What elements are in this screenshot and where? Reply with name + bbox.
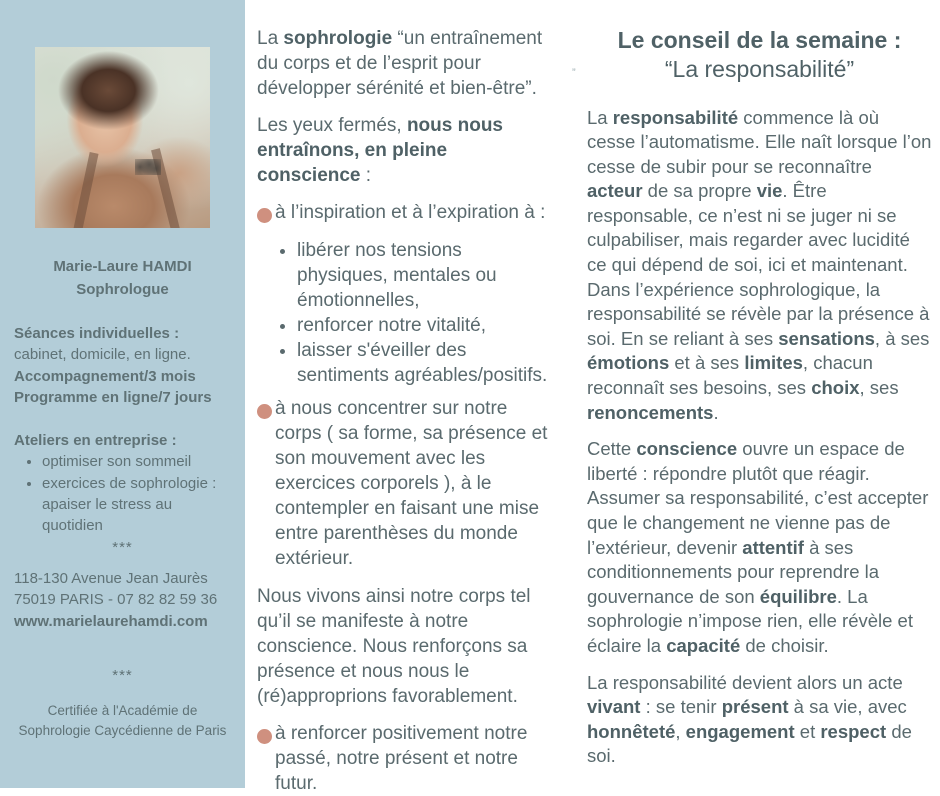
photo-tattoo bbox=[135, 159, 161, 175]
spacer bbox=[14, 632, 231, 650]
p1-bold-vie: vie bbox=[756, 180, 783, 202]
p3-bold-honnetete: honnêteté bbox=[587, 720, 676, 742]
content-columns bbox=[245, 0, 940, 795]
list-item: • laisser s'éveiller des sentiments agréables/positifs. bbox=[297, 338, 553, 388]
separator-stars-2: *** bbox=[112, 666, 133, 684]
p3-bold-vivant: vivant bbox=[587, 696, 641, 718]
practitioner-role: Sophrologue bbox=[76, 280, 169, 298]
p3-s4: , bbox=[675, 720, 686, 742]
def-text-1: La bbox=[257, 28, 284, 49]
portrait-photo bbox=[35, 47, 210, 228]
list-item: • exercices de sophrologie : apaiser le stress au quotidien bbox=[42, 473, 231, 537]
right-column bbox=[563, 0, 940, 788]
p2-bold-capacite: capacité bbox=[666, 634, 741, 656]
p1-bold-sensations: sensations bbox=[778, 327, 875, 349]
contact-block bbox=[14, 568, 231, 632]
certification-text: Certifiée à l'Académie de Sophrologie Caycédienne de Paris bbox=[18, 703, 227, 739]
intro-text-2: : bbox=[360, 165, 372, 187]
p3-bold-respect: respect bbox=[820, 720, 887, 742]
address-line-1: 118-130 Avenue Jean Jaurès bbox=[14, 569, 208, 587]
intro-bold: nous nous entraînons, en pleine conscience bbox=[257, 115, 504, 187]
p3-bold-present: présent bbox=[721, 696, 789, 718]
workshops-heading: Ateliers en entreprise : bbox=[14, 432, 177, 450]
portrait-photo-wrap bbox=[14, 0, 231, 228]
p2-bold-equilibre: équilibre bbox=[759, 585, 837, 607]
middle-column bbox=[245, 0, 563, 795]
advice-paragraph-1 bbox=[587, 106, 932, 426]
p1-s7: , chacun reconnaît ses besoins, ses bbox=[587, 352, 873, 399]
dot-bullet-3: à renforcer positivement notre passé, notre présent et notre futur. bbox=[257, 721, 553, 796]
p3-s3: à sa vie, avec bbox=[788, 696, 907, 718]
sessions-detail: cabinet, domicile, en ligne. bbox=[14, 346, 191, 364]
advice-paragraph-3 bbox=[587, 671, 932, 769]
p2-bold-conscience: conscience bbox=[636, 438, 738, 460]
body-awareness-paragraph: Nous vivons ainsi notre corps tel qu’il se manifeste à notre conscience. Nous renforçons sa présence et nous nous le (ré)approprions favorablement. bbox=[257, 585, 531, 707]
p1-bold-emotions: émotions bbox=[587, 352, 670, 374]
stray-quote-mark: ” bbox=[572, 67, 576, 79]
def-bold-sophrologie: sophrologie bbox=[283, 28, 393, 49]
separator-stars: *** bbox=[112, 538, 133, 556]
address-line-2: 75019 PARIS - 07 82 82 59 36 bbox=[14, 591, 218, 609]
sessions-heading: Séances individuelles : bbox=[14, 325, 180, 342]
p1-s1: La bbox=[587, 106, 613, 128]
p1-bold-responsabilite: responsabilité bbox=[612, 106, 739, 128]
sidebar bbox=[0, 0, 245, 788]
page-title bbox=[587, 26, 932, 84]
dot-bullet-1: à l’inspiration et à l’expiration à : bbox=[257, 200, 553, 225]
practitioner-identity bbox=[14, 256, 231, 301]
p2-s4: . La sophrologie n’impose rien, elle révèle et éclaire la bbox=[587, 585, 913, 656]
p1-s5: , à ses bbox=[874, 327, 930, 349]
list-item: • libérer nos tensions physiques, mentales ou émotionnelles, bbox=[297, 238, 553, 313]
photo-strap-left bbox=[72, 152, 98, 228]
p3-s1: La responsabilité devient alors un acte bbox=[587, 671, 903, 693]
p2-s2: ouvre un espace de liberté : répondre plutôt que réagir. Assumer sa responsabilité, c’est accepter que le changement ne vienne pas de l’extérieur, devenir bbox=[587, 438, 929, 558]
online-program-line: Programme en ligne/7 jours bbox=[14, 388, 212, 406]
p1-s9: . bbox=[713, 401, 719, 423]
p1-s2: commence là où cesse l’automatisme. Elle naît lorsque l’on cesse de subir pour se reconnaître bbox=[587, 106, 932, 177]
p1-s6: et à ses bbox=[669, 352, 745, 374]
accompaniment-line: Accompagnement/3 mois bbox=[14, 367, 196, 385]
p3-s2: : se tenir bbox=[640, 696, 722, 718]
p1-bold-choix: choix bbox=[811, 377, 860, 399]
workshops-block bbox=[14, 430, 231, 558]
p3-bold-engagement: engagement bbox=[685, 720, 795, 742]
p2-s1: Cette bbox=[587, 438, 637, 460]
intro-text-1: Les yeux fermés, bbox=[257, 115, 407, 137]
title-line-1: Le conseil de la semaine : bbox=[617, 27, 902, 53]
p3-s5: et bbox=[794, 720, 821, 742]
dot-bullet-2: à nous concentrer sur notre corps ( sa forme, sa présence et son mouvement avec les exercices corporels ), à le contempler en faisant une mise entre parenthèses du monde extérieur. bbox=[257, 396, 553, 572]
p1-s3: de sa propre bbox=[642, 180, 757, 202]
title-line-2: “La responsabilité” bbox=[664, 55, 855, 82]
p3-s6: de soi. bbox=[587, 720, 912, 767]
p2-s3: à ses conditionnements pour reprendre la gouvernance de son bbox=[587, 536, 880, 607]
p1-bold-acteur: acteur bbox=[587, 180, 643, 202]
advice-paragraph-2 bbox=[587, 437, 932, 658]
list-item: • renforcer notre vitalité, bbox=[297, 313, 553, 338]
practice-intro-paragraph bbox=[257, 113, 553, 188]
p2-bold-attentif: attentif bbox=[742, 536, 804, 558]
practitioner-name: Marie-Laure HAMDI bbox=[53, 258, 192, 275]
definition-paragraph bbox=[257, 26, 553, 101]
p1-s8: , ses bbox=[859, 377, 899, 399]
p1-bold-renoncements: renoncements bbox=[587, 401, 714, 423]
breathing-sublist bbox=[257, 238, 553, 388]
website-link[interactable]: www.marielaurehamdi.com bbox=[14, 612, 208, 630]
p1-bold-limites: limites bbox=[744, 352, 803, 374]
def-text-2: “un entraînement du corps et de l’esprit pour développer sérénité et bien-être”. bbox=[257, 28, 543, 100]
p2-s5: de choisir. bbox=[740, 634, 829, 656]
sessions-block bbox=[14, 323, 231, 408]
p1-s4: . Être responsable, ce n’est ni se juger ni se culpabiliser, mais regarder avec lucidité ce qui dépend de soi, ici et maintenant. Dans l’expérience sophrologique, la responsabilité se révèle par la présence à soi. En se reliant à ses bbox=[587, 180, 930, 349]
list-item: • optimiser son sommeil bbox=[42, 451, 231, 472]
workshops-list bbox=[14, 451, 231, 536]
